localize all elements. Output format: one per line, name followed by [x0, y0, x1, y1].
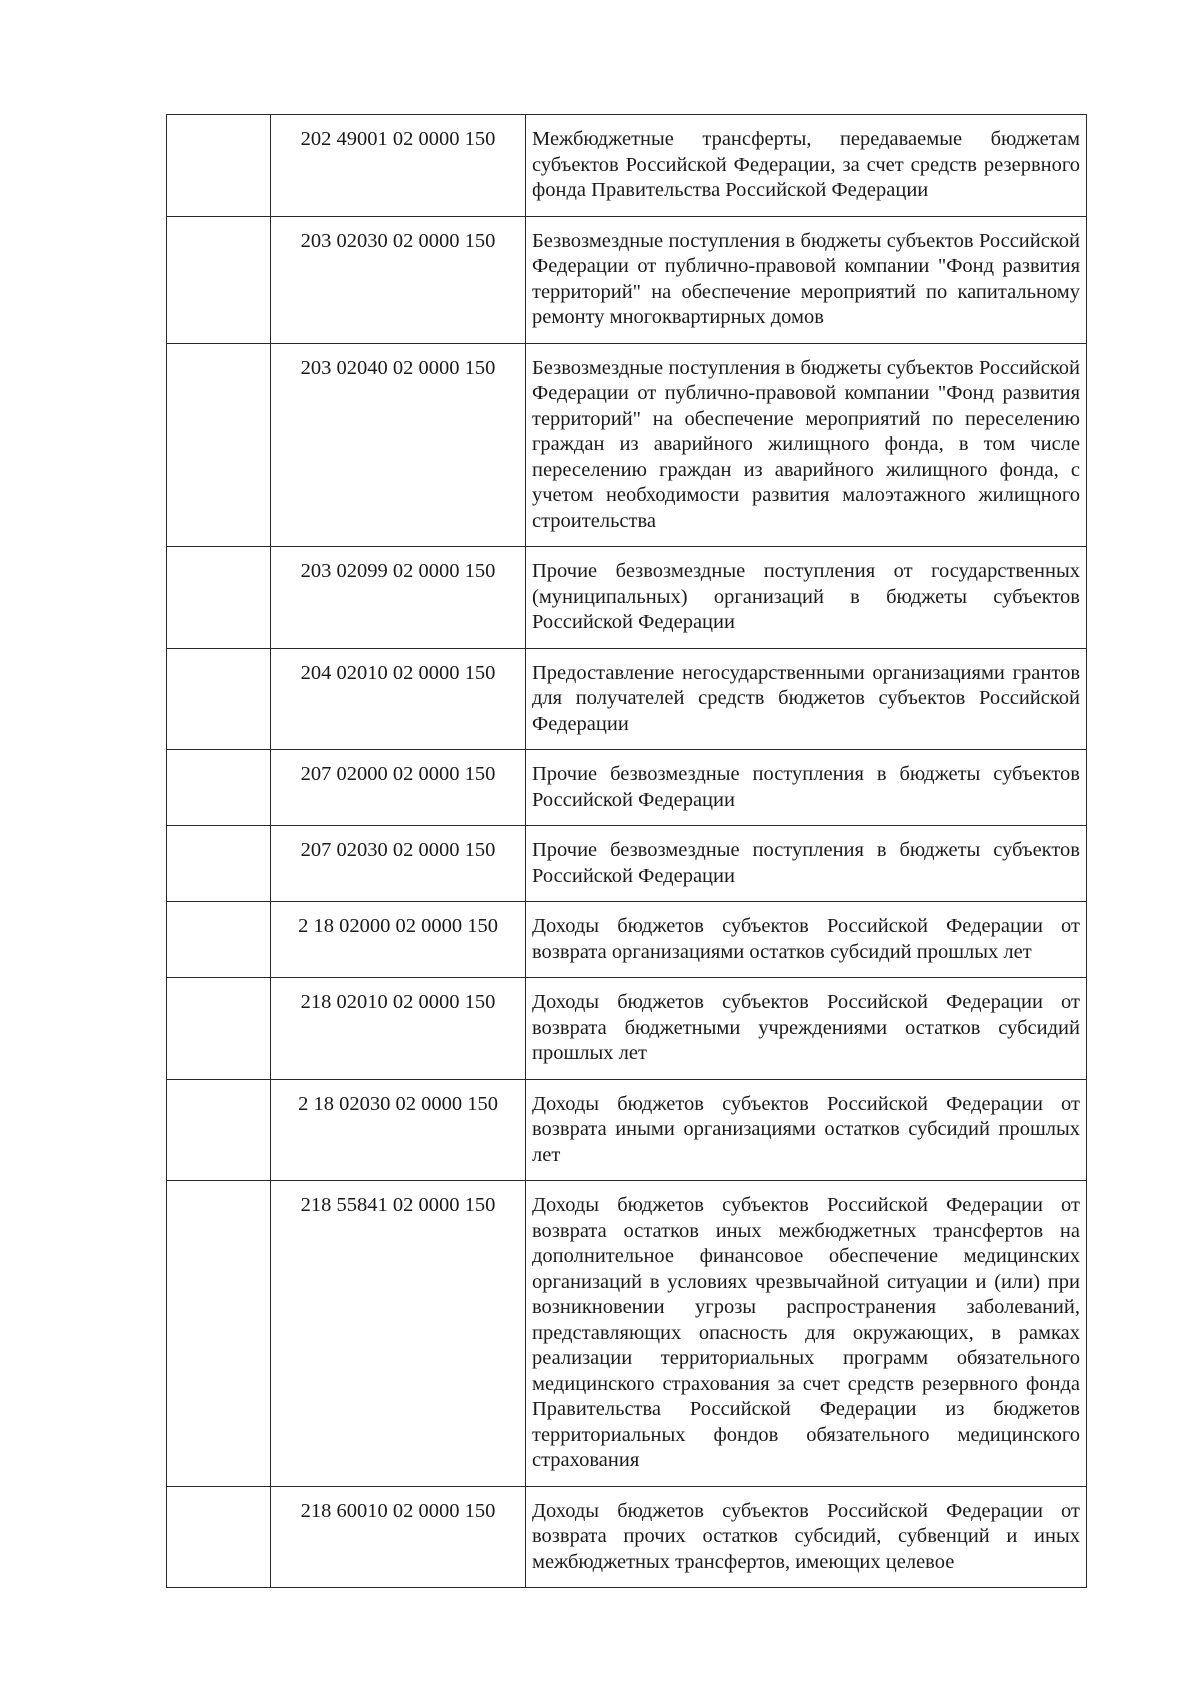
admin-code-cell: [167, 1181, 271, 1487]
revenue-name-cell: Доходы бюджетов субъектов Российской Федерации от возврата иными организациями остатков субсидий прошлых лет: [526, 1079, 1087, 1181]
revenue-code-cell: 2 18 02000 02 0000 150: [271, 902, 526, 978]
admin-code-cell: [167, 978, 271, 1080]
revenue-name-cell: Безвозмездные поступления в бюджеты субъектов Российской Федерации от публично-правовой компании "Фонд развития территорий" на обеспечение мероприятий по переселению граждан из аварийного жилищного фонда, в том числе переселению граждан из аварийного жилищного фонда, с учетом необходимости развития малоэтажного жилищного строительства: [526, 343, 1087, 547]
table-row: [167, 1181, 1087, 1487]
admin-code-cell: [167, 115, 271, 217]
admin-code-cell: [167, 547, 271, 649]
revenue-name-cell: Предоставление негосударственными организациями грантов для получателей средств бюджетов субъектов Российской Федерации: [526, 648, 1087, 750]
revenue-code-cell: 218 60010 02 0000 150: [271, 1486, 526, 1588]
admin-code-cell: [167, 1486, 271, 1588]
revenue-code-cell: 203 02040 02 0000 150: [271, 343, 526, 547]
table-row: [167, 216, 1087, 343]
revenue-code-cell: 218 55841 02 0000 150: [271, 1181, 526, 1487]
table-row: [167, 648, 1087, 750]
table-row: [167, 547, 1087, 649]
revenue-name-cell: Доходы бюджетов субъектов Российской Федерации от возврата бюджетными учреждениями остатков субсидий прошлых лет: [526, 978, 1087, 1080]
revenue-name-cell: Прочие безвозмездные поступления в бюджеты субъектов Российской Федерации: [526, 826, 1087, 902]
table-row: [167, 978, 1087, 1080]
revenue-name-cell: Межбюджетные трансферты, передаваемые бюджетам субъектов Российской Федерации, за счет средств резервного фонда Правительства Российской Федерации: [526, 115, 1087, 217]
admin-code-cell: [167, 750, 271, 826]
revenue-code-cell: 204 02010 02 0000 150: [271, 648, 526, 750]
revenue-name-cell: Доходы бюджетов субъектов Российской Федерации от возврата остатков иных межбюджетных трансфертов на дополнительное финансовое обеспечение медицинских организаций в условиях чрезвычайной ситуации и (или) при возникновении угрозы распространения заболеваний, представляющих опасность для окружающих, в рамках реализации территориальных программ обязательного медицинского страхования за счет средств резервного фонда Правительства Российской Федерации из бюджетов территориальных фондов обязательного медицинского страхования: [526, 1181, 1087, 1487]
table-row: [167, 902, 1087, 978]
table-body: [167, 115, 1087, 1588]
revenue-name-cell: Доходы бюджетов субъектов Российской Федерации от возврата организациями остатков субсидий прошлых лет: [526, 902, 1087, 978]
budget-revenue-table: [166, 114, 1087, 1588]
revenue-code-cell: 207 02030 02 0000 150: [271, 826, 526, 902]
admin-code-cell: [167, 826, 271, 902]
revenue-code-cell: 207 02000 02 0000 150: [271, 750, 526, 826]
revenue-name-cell: Прочие безвозмездные поступления от государственных (муниципальных) организаций в бюджеты субъектов Российской Федерации: [526, 547, 1087, 649]
table-row: [167, 115, 1087, 217]
revenue-code-cell: 203 02030 02 0000 150: [271, 216, 526, 343]
revenue-code-cell: 218 02010 02 0000 150: [271, 978, 526, 1080]
admin-code-cell: [167, 648, 271, 750]
admin-code-cell: [167, 216, 271, 343]
admin-code-cell: [167, 343, 271, 547]
revenue-code-cell: 2 18 02030 02 0000 150: [271, 1079, 526, 1181]
revenue-name-cell: Безвозмездные поступления в бюджеты субъектов Российской Федерации от публично-правовой компании "Фонд развития территорий" на обеспечение мероприятий по капитальному ремонту многоквартирных домов: [526, 216, 1087, 343]
admin-code-cell: [167, 1079, 271, 1181]
revenue-code-cell: 202 49001 02 0000 150: [271, 115, 526, 217]
revenue-code-cell: 203 02099 02 0000 150: [271, 547, 526, 649]
table-row: [167, 1079, 1087, 1181]
revenue-name-cell: Доходы бюджетов субъектов Российской Федерации от возврата прочих остатков субсидий, субвенций и иных межбюджетных трансфертов, имеющих целевое: [526, 1486, 1087, 1588]
table-row: [167, 1486, 1087, 1588]
table-row: [167, 343, 1087, 547]
admin-code-cell: [167, 902, 271, 978]
table-row: [167, 826, 1087, 902]
revenue-name-cell: Прочие безвозмездные поступления в бюджеты субъектов Российской Федерации: [526, 750, 1087, 826]
table-row: [167, 750, 1087, 826]
